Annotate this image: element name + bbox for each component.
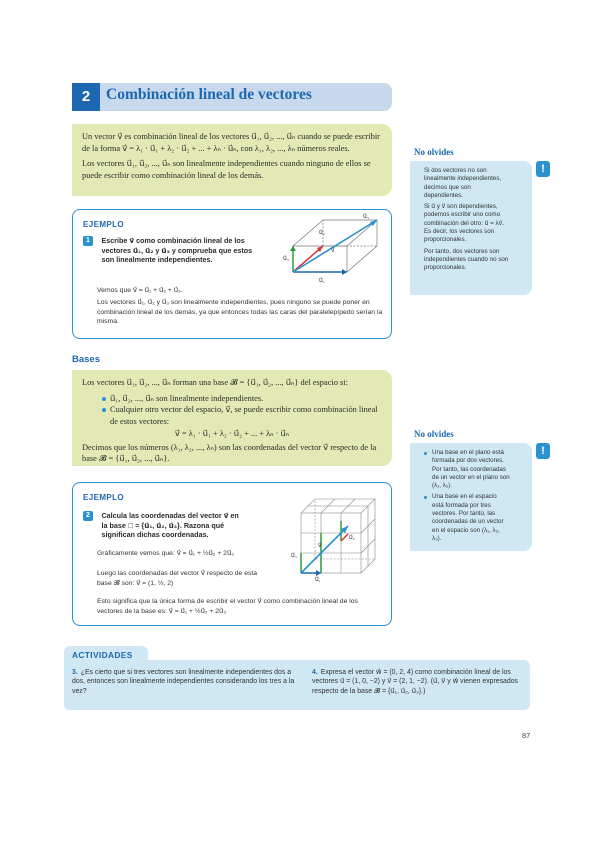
fig-label-u1: u⃗₁	[319, 278, 325, 284]
example2-line-3: Esto significa que la única forma de escribir el vector v⃗ como combinación lineal de los vectores de la base es: v⃗ = u⃗₁ + ½u⃗₂ + 2u⃗₃	[97, 598, 358, 615]
note1-paragraph-3: Por tanto, dos vectores son independientes cuando no son proporcionales.	[424, 247, 509, 272]
bases-formula: v⃗ = λ₁ · u⃗₁ + λ₂ · u⃗₂ + ... + λₙ · u⃗ₙ	[174, 429, 290, 438]
example2-statement: Calcula las coordenadas del vector v⃗ en la base 𝓑 = {u⃗₁, u⃗₂, u⃗₃}. Razona qué significan dichas coordenadas.	[101, 511, 239, 539]
activity-3-number: 3.	[72, 669, 78, 676]
example2-line-2: Luego las coordenadas del vector v⃗ respecto de esta base 𝓑 son: v⃗ = (1, ½, 2)	[97, 570, 258, 587]
example-number-2: 2	[83, 511, 93, 521]
example-box-2	[72, 482, 392, 626]
activity-4-text: Expresa el vector w⃗ = (0, 2, 4) como combinación lineal de los vectores u⃗ = (1, 0, −2) y v⃗ = (2, 1, −2). (u⃗, v⃗ y w⃗ vienen expresados respecto de la base 𝓑 = {u⃗₁, u⃗₂, u⃗₃}.)	[312, 669, 518, 695]
example-line-1: Vemos que v⃗ = u⃗₁ + u⃗₂ + u⃗₃.	[97, 287, 183, 294]
bases-outro: Decimos que los números (λ₁, λ₂, ..., λₙ) son las coordenadas del vector v⃗ respecto de la base 𝓑 = {u⃗₁, u⃗₂, ..., u⃗ₙ}.	[82, 442, 377, 463]
activity-4-number: 4.	[312, 669, 318, 676]
fig2-label-u2: u⃗₂	[349, 535, 355, 541]
example-label: EJEMPLO	[83, 220, 125, 229]
note-box-1	[410, 161, 532, 295]
example-label-2: EJEMPLO	[83, 493, 125, 502]
note-title-2: No olvides	[414, 429, 454, 439]
example-line-2: Los vectores u⃗₁, u⃗₂ y u⃗₃ son linealmente independientes, pues ninguno se puede poner en combinación lineal de los demás, ya que entonces todas las caras del paralelepípedo serían la misma.	[97, 299, 383, 326]
section-number: 2	[72, 83, 100, 111]
grid-cube-figure	[285, 491, 385, 583]
note-box-2	[410, 443, 532, 551]
fig2-label-v: v⃗	[318, 543, 322, 549]
fig-label-u2: u⃗₂	[319, 230, 325, 236]
fig2-label-u1: u⃗₁	[315, 577, 321, 583]
activity-3	[72, 668, 302, 696]
bases-definition-box	[72, 370, 392, 466]
section-title: Combinación lineal de vectores	[106, 86, 312, 103]
bases-title: Bases	[72, 354, 100, 365]
note1-paragraph-2: Si u⃗ y v⃗ son dependientes, podemos escribir uno como combinación del otro: u⃗ = λv⃗. Es decir, los vectores son proporcionales.	[424, 203, 504, 244]
page-number: 87	[522, 731, 531, 740]
definition-box	[72, 124, 392, 196]
note1-paragraph-1: Si dos vectores no son linealmente independientes, decimos que son dependientes.	[424, 167, 502, 199]
activities-title: ACTIVIDADES	[72, 650, 133, 660]
example2-line-1: Gráficamente vemos que: v⃗ = u⃗₁ + ½u⃗₂ + 2u⃗₃	[97, 550, 235, 557]
bases-intro: Los vectores u⃗₁, u⃗₂, ..., u⃗ₙ forman una base 𝓑 = {u⃗₁, u⃗₂, ..., u⃗ₙ} del espacio si:	[82, 378, 348, 387]
example-box-1	[72, 209, 392, 339]
exclamation-icon: !	[536, 443, 550, 459]
exclamation-icon: !	[536, 161, 550, 177]
note2-bullet-2: Una base en el espacio está formada por tres vectores. Por tanto, las coordenadas de un vector en el espacio son (λ₁, λ₂, λ₃).	[424, 493, 510, 543]
fig-label-v: v⃗	[331, 248, 335, 254]
activity-4	[312, 668, 526, 696]
fig-label-u3-left: u⃗₃	[283, 256, 289, 262]
activity-3-text: ¿Es cierto que si tres vectores son linealmente independientes dos a dos, entonces son linealmente independientes considerando los tres a la vez?	[72, 669, 295, 695]
note-title-1: No olvides	[414, 147, 454, 157]
example-number: 1	[83, 236, 93, 246]
note2-bullet-1: Una base en el plano está formada por dos vectores. Por tanto, las coordenadas de un vector en el plano son (λ₁, λ₂).	[424, 449, 510, 490]
definition-paragraph-2: Los vectores u⃗₁, u⃗₂, ..., u⃗ₙ son linealmente independientes cuando ninguno de ellos se puede escribir como combinación lineal de los demás.	[82, 159, 371, 180]
u2-vector-2	[341, 534, 348, 541]
bases-bullet-2: Cualquier otro vector del espacio, v⃗, se puede escribir como combinación lineal de estos vectores:	[82, 404, 382, 427]
definition-paragraph-1: Un vector v⃗ es combinación lineal de los vectores u⃗₁, u⃗₂, ..., u⃗ₙ cuando se puede escribir de la forma v⃗ = λ₁ · u⃗₁ + λ₂ · u⃗₂ + ... + λₙ · u⃗ₙ, con λ₁, λ₂, ..., λₙ números reales.	[82, 132, 380, 153]
bases-bullet-1: u⃗₁, u⃗₂, ..., u⃗ₙ son linealmente independientes.	[82, 393, 382, 405]
parallelepiped-figure	[263, 212, 388, 294]
fig-label-u3: u⃗₃	[363, 214, 369, 220]
fig2-label-u3: u⃗₃	[291, 553, 297, 559]
example-statement: Escribe v⃗ como combinación lineal de los vectores u⃗₁, u⃗₂ y u⃗₃ y comprueba que estos son linealmente independientes.	[101, 236, 253, 264]
